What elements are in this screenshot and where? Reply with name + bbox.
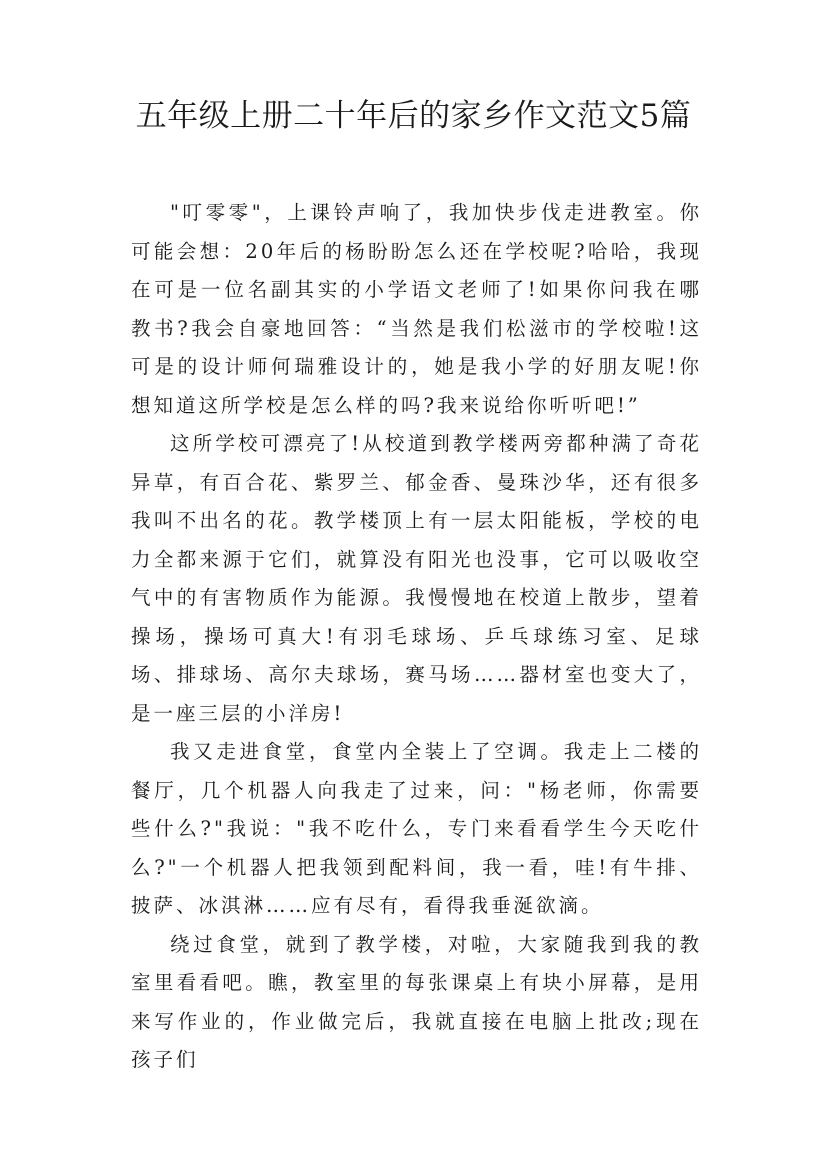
paragraph-3: 我又走进食堂，食堂内全装上了空调。我走上二楼的餐厅，几个机器人向我走了过来，问："杨老师，你需要些什么?"我说："我不吃什么，专门来看看学生今天吃什么?"一个机器人把我领到配料间，我一看，哇!有牛排、披萨、冰淇淋……应有尽有，看得我垂涎欲滴。 bbox=[131, 740, 702, 917]
page-title: 五年级上册二十年后的家乡作文范文5篇 bbox=[135, 98, 692, 134]
document-body bbox=[131, 194, 702, 1080]
paragraph-1: "叮零零"，上课铃声响了，我加快步伐走进教室。你可能会想：20年后的杨盼盼怎么还在学校呢?哈哈，我现在可是一位名副其实的小学语文老师了!如果你问我在哪教书?我会自豪地回答：“当然是我们松滋市的学校啦!这可是的设计师何瑞雅设计的，她是我小学的好朋友呢!你想知道这所学校是怎么样的吗?我来说给你听听吧!” bbox=[131, 201, 702, 417]
paragraph-4: 绕过食堂，就到了教学楼，对啦，大家随我到我的教室里看看吧。瞧，教室里的每张课桌上有块小屏幕，是用来写作业的，作业做完后，我就直接在电脑上批改;现在孩子们 bbox=[131, 932, 702, 1071]
paragraph-2: 这所学校可漂亮了!从校道到教学楼两旁都种满了奇花异草，有百合花、紫罗兰、郁金香、曼珠沙华，还有很多我叫不出名的花。教学楼顶上有一层太阳能板，学校的电力全都来源于它们，就算没有阳光也没事，它可以吸收空气中的有害物质作为能源。我慢慢地在校道上散步，望着操场，操场可真大!有羽毛球场、乒乓球练习室、足球场、排球场、高尔夫球场，赛马场……器材室也变大了，是一座三层的小洋房! bbox=[131, 432, 702, 725]
